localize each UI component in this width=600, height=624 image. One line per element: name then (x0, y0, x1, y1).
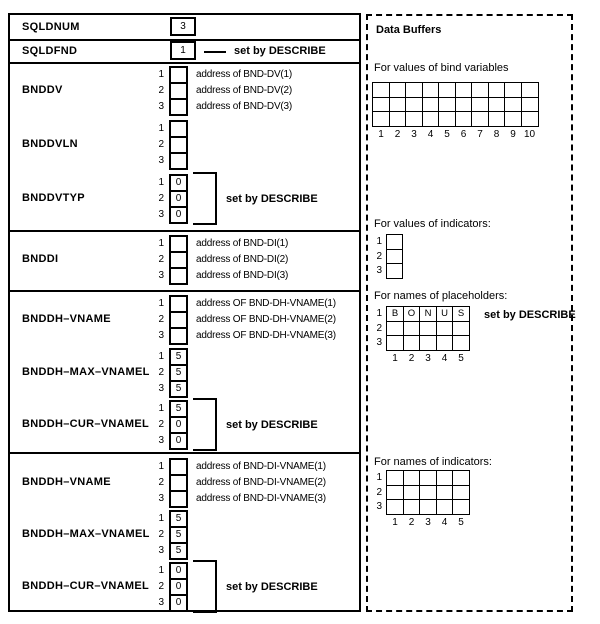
describe-note: set by DESCRIBE (226, 581, 318, 593)
connector-line (204, 51, 226, 53)
field-group-bnddvln (10, 120, 359, 170)
value-cell: 0 (169, 562, 188, 580)
field-label: BNDDH–VNAME (22, 313, 111, 325)
grid-col-label: 2 (394, 129, 401, 140)
row-number: 1 (158, 403, 164, 414)
separator (10, 62, 359, 64)
row-number: 2 (158, 85, 164, 96)
row-number: 2 (158, 314, 164, 325)
field-label: BNDDH–CUR–VNAMEL (22, 580, 150, 592)
bind-variables-grid (372, 82, 539, 140)
bind-descriptor-panel (8, 13, 361, 612)
field-label: BNDDV (22, 84, 63, 96)
address-text: address of BND-DV(3) (196, 101, 293, 112)
field-label: BNDDH–CUR–VNAMEL (22, 418, 150, 430)
grid-cell: N (419, 306, 437, 322)
value-cell (169, 152, 188, 170)
grid-cell (452, 335, 470, 351)
sqldfnd-label: SQLDFND (22, 45, 78, 57)
address-text: address of BND-DI(2) (196, 254, 289, 265)
address-text: address of BND-DV(2) (196, 85, 293, 96)
grid-col-label: 6 (460, 129, 467, 140)
field-label: BNDDI (22, 253, 59, 265)
sqldnum-row (10, 15, 359, 39)
row-number: 3 (158, 597, 164, 608)
data-buffers-title: Data Buffers (376, 24, 442, 36)
grid-cell (372, 111, 390, 127)
value-cell: 0 (169, 432, 188, 450)
grid-row-label: 1 (376, 236, 382, 247)
grid-cell (386, 335, 404, 351)
value-cell (169, 327, 188, 345)
describe-bracket (193, 560, 217, 613)
grid-cell: O (403, 306, 421, 322)
value-cell (169, 490, 188, 508)
grid-cell (389, 111, 407, 127)
separator (10, 290, 359, 292)
value-cell (169, 98, 188, 116)
grid-col-label: 2 (408, 517, 415, 528)
describe-note: set by DESCRIBE (484, 309, 576, 321)
grid-row-label: 3 (376, 501, 382, 512)
row-number: 3 (158, 493, 164, 504)
address-text: address of BND-DI-VNAME(2) (196, 477, 326, 488)
placeholder-names-caption: For names of placeholders: (374, 290, 508, 302)
field-group-bnddh-max-vnamel-2 (10, 510, 359, 560)
row-number: 2 (158, 581, 164, 592)
grid-col-label: 8 (493, 129, 500, 140)
grid-col-label: 3 (411, 129, 417, 140)
grid-cell (488, 111, 506, 127)
sqldfnd-value-box: 1 (170, 41, 196, 60)
address-text: address of BND-DV(1) (196, 69, 293, 80)
grid-cell (419, 499, 437, 515)
row-number: 3 (158, 209, 164, 220)
grid-cell (436, 335, 454, 351)
value-cell: 0 (169, 174, 188, 192)
value-cell: 5 (169, 348, 188, 366)
grid-row-label: 2 (376, 486, 382, 498)
grid-cell (403, 499, 421, 515)
describe-note: set by DESCRIBE (226, 193, 318, 205)
grid-col-label: 1 (392, 353, 398, 364)
address-text: address OF BND-DH-VNAME(3) (196, 330, 336, 341)
field-label: BNDDVTYP (22, 192, 85, 204)
grid-cell (438, 111, 456, 127)
field-label: BNDDH–MAX–VNAMEL (22, 366, 150, 378)
grid-cell (386, 499, 404, 515)
grid-cell (521, 111, 539, 127)
row-number: 1 (158, 565, 164, 576)
grid-col-label: 2 (408, 353, 415, 364)
grid-cell (436, 499, 454, 515)
data-buffers-panel (366, 14, 576, 612)
field-group-bnddh-vname (10, 295, 359, 345)
value-cell: 5 (169, 526, 188, 544)
value-cell: 0 (169, 190, 188, 208)
row-number: 1 (158, 461, 164, 472)
grid-col-label: 5 (458, 353, 464, 364)
grid-cell (452, 499, 470, 515)
row-number: 1 (158, 513, 164, 524)
grid-col-label: 4 (441, 353, 448, 364)
value-cell: 5 (169, 364, 188, 382)
address-text: address OF BND-DH-VNAME(1) (196, 298, 336, 309)
row-number: 2 (158, 254, 164, 265)
grid-col-label: 1 (378, 129, 384, 140)
grid-cell (471, 111, 489, 127)
row-number: 2 (158, 139, 164, 150)
value-cell: 0 (169, 578, 188, 596)
address-text: address of BND-DI-VNAME(1) (196, 461, 326, 472)
value-cell (169, 267, 188, 285)
grid-col-label: 5 (444, 129, 450, 140)
indicator-names-grid (370, 470, 470, 528)
row-number: 3 (158, 270, 164, 281)
grid-row-label: 2 (376, 250, 382, 262)
address-text: address OF BND-DH-VNAME(2) (196, 314, 336, 325)
grid-row-label: 2 (376, 322, 382, 334)
value-cell: 0 (169, 416, 188, 434)
sqldnum-label: SQLDNUM (22, 21, 80, 33)
row-number: 2 (158, 477, 164, 488)
row-number: 1 (158, 69, 164, 80)
row-number: 2 (158, 367, 164, 378)
sqldnum-value-box: 3 (170, 17, 196, 36)
separator (10, 230, 359, 232)
row-number: 3 (158, 155, 164, 166)
field-group-bnddv (10, 66, 359, 116)
grid-cell (405, 111, 423, 127)
describe-note: set by DESCRIBE (234, 45, 326, 57)
grid-cell (403, 335, 421, 351)
value-cell: 5 (169, 510, 188, 528)
grid-cell: S (452, 306, 470, 322)
grid-col-label: 5 (458, 517, 464, 528)
value-cell: 5 (169, 400, 188, 418)
indicator-values-caption: For values of indicators: (374, 218, 491, 230)
field-group-bnddvtyp (10, 174, 359, 224)
row-number: 2 (158, 419, 164, 430)
row-number: 1 (158, 298, 164, 309)
value-cell: 5 (169, 542, 188, 560)
row-number: 3 (158, 545, 164, 556)
sqldfnd-row (10, 39, 359, 62)
grid-col-label: 7 (477, 129, 483, 140)
grid-col-label: 4 (441, 517, 448, 528)
grid-cell (504, 111, 522, 127)
grid-cell: B (386, 306, 404, 322)
row-number: 1 (158, 238, 164, 249)
row-number: 3 (158, 101, 164, 112)
field-group-bnddh-vname-2 (10, 458, 359, 508)
row-number: 1 (158, 351, 164, 362)
describe-note: set by DESCRIBE (226, 419, 318, 431)
grid-cell (419, 335, 437, 351)
row-number: 3 (158, 435, 164, 446)
grid-col-label: 4 (427, 129, 434, 140)
grid-cell (422, 111, 440, 127)
grid-row-label: 3 (376, 265, 382, 276)
grid-row-label: 1 (376, 472, 382, 483)
row-number: 2 (158, 193, 164, 204)
describe-bracket (193, 172, 217, 225)
grid-cell (455, 111, 473, 127)
indicator-names-caption: For names of indicators: (374, 456, 492, 468)
value-cell: 5 (169, 380, 188, 398)
address-text: address of BND-DI(3) (196, 270, 289, 281)
indicator-values-grid (370, 234, 403, 279)
grid-col-label: 3 (425, 353, 431, 364)
grid-cell: U (436, 306, 454, 322)
field-label: BNDDVLN (22, 138, 78, 150)
value-cell: 0 (169, 206, 188, 224)
grid-col-label: 10 (523, 129, 536, 140)
row-number: 2 (158, 529, 164, 540)
field-group-bnddh-max-vnamel (10, 348, 359, 398)
address-text: address of BND-DI(1) (196, 238, 289, 249)
row-number: 3 (158, 330, 164, 341)
grid-col-label: 9 (510, 129, 516, 140)
grid-cell (386, 263, 403, 279)
grid-col-label: 1 (392, 517, 398, 528)
separator (10, 452, 359, 454)
field-group-bnddi (10, 235, 359, 285)
grid-col-label: 3 (425, 517, 431, 528)
value-cell: 0 (169, 594, 188, 612)
address-text: address of BND-DI-VNAME(3) (196, 493, 326, 504)
bind-variables-caption: For values of bind variables (374, 62, 509, 74)
field-label: BNDDH–VNAME (22, 476, 111, 488)
grid-row-label: 1 (376, 308, 382, 319)
grid-row-label: 3 (376, 337, 382, 348)
field-label: BNDDH–MAX–VNAMEL (22, 528, 150, 540)
row-number: 1 (158, 177, 164, 188)
field-group-bnddh-cur-vnamel-2 (10, 562, 359, 612)
placeholder-names-grid (370, 306, 470, 364)
describe-bracket (193, 398, 217, 451)
field-group-bnddh-cur-vnamel (10, 400, 359, 450)
row-number: 3 (158, 383, 164, 394)
row-number: 1 (158, 123, 164, 134)
